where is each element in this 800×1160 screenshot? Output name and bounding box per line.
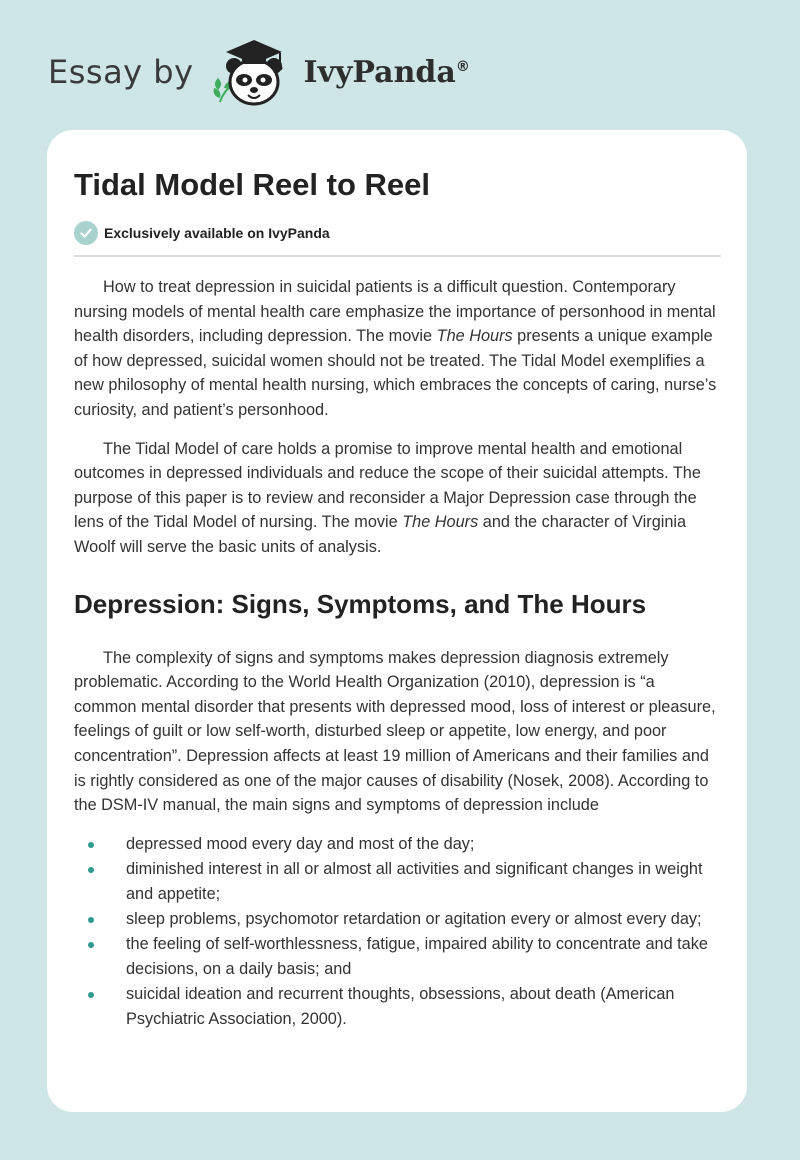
list-item: the feeling of self-worthlessness, fatigue, impaired ability to concentrate and take decisions, on a daily basis; and xyxy=(74,932,721,982)
section-heading: Depression: Signs, Symptoms, and The Hours xyxy=(74,588,647,619)
bullet-icon xyxy=(88,867,94,873)
list-item: diminished interest in all or almost all activities and significant changes in weight and appetite; xyxy=(74,857,721,907)
bullet-icon xyxy=(88,942,94,948)
symptoms-list xyxy=(74,832,721,1032)
movie-title: The Hours xyxy=(436,327,513,346)
list-item: depressed mood every day and most of the day; xyxy=(74,832,721,857)
list-item: sleep problems, psychomotor retardation or agitation every or almost every day; xyxy=(74,907,721,932)
divider xyxy=(74,255,721,257)
article-card xyxy=(47,130,747,1112)
brand-name: IvyPanda® xyxy=(303,54,470,90)
brand-header[interactable] xyxy=(48,32,470,112)
bullet-icon xyxy=(88,992,94,998)
checkmark-icon xyxy=(74,221,98,245)
bullet-icon xyxy=(88,842,94,848)
intro-paragraph-1: How to treat depression in suicidal patients is a difficult question. Contemporary nursing models of mental health care emphasize the importance of personhood in mental health disorders, including depression. The movie The Hours presents a unique example of how depressed, suicidal women should not be treated. The Tidal Model exemplifies a new philosophy of mental health nursing, which embraces the concepts of caring, nurse’s curiosity, and patient’s personhood. xyxy=(74,278,717,419)
intro-paragraph-2: The Tidal Model of care holds a promise to improve mental health and emotional outcomes in depressed individuals and reduce the scope of their suicidal attempts. The purpose of this paper is to review and reconsider a Major Depression case through the lens of the Tidal Model of nursing. The movie The Hours and the character of Virginia Woolf will serve the basic units of analysis. xyxy=(74,439,701,556)
badge-label: Exclusively available on IvyPanda xyxy=(104,225,330,241)
registered-mark: ® xyxy=(455,58,470,75)
page-title: Tidal Model Reel to Reel xyxy=(74,167,431,202)
list-item: suicidal ideation and recurrent thoughts, obsessions, about death (American Psychiatric Association, 2000). xyxy=(74,982,721,1032)
panda-logo-icon xyxy=(208,32,298,112)
bullet-icon xyxy=(88,917,94,923)
movie-title: The Hours xyxy=(402,513,479,532)
brand-prefix: Essay by xyxy=(48,53,194,91)
section-paragraph: The complexity of signs and symptoms makes depression diagnosis extremely problematic. According to the World Health Organization (2010), depression is “a common mental disorder that presents with depressed mood, loss of interest or pleasure, feelings of guilt or low self-worth, disturbed sleep or appetite, low energy, and poor concentration”. Depression affects at least 19 million of Americans and their families and is rightly considered as one of the major causes of disability (Nosek, 2008). According to the DSM-IV manual, the main signs and symptoms of depression include xyxy=(74,648,716,815)
exclusive-badge xyxy=(74,221,721,245)
